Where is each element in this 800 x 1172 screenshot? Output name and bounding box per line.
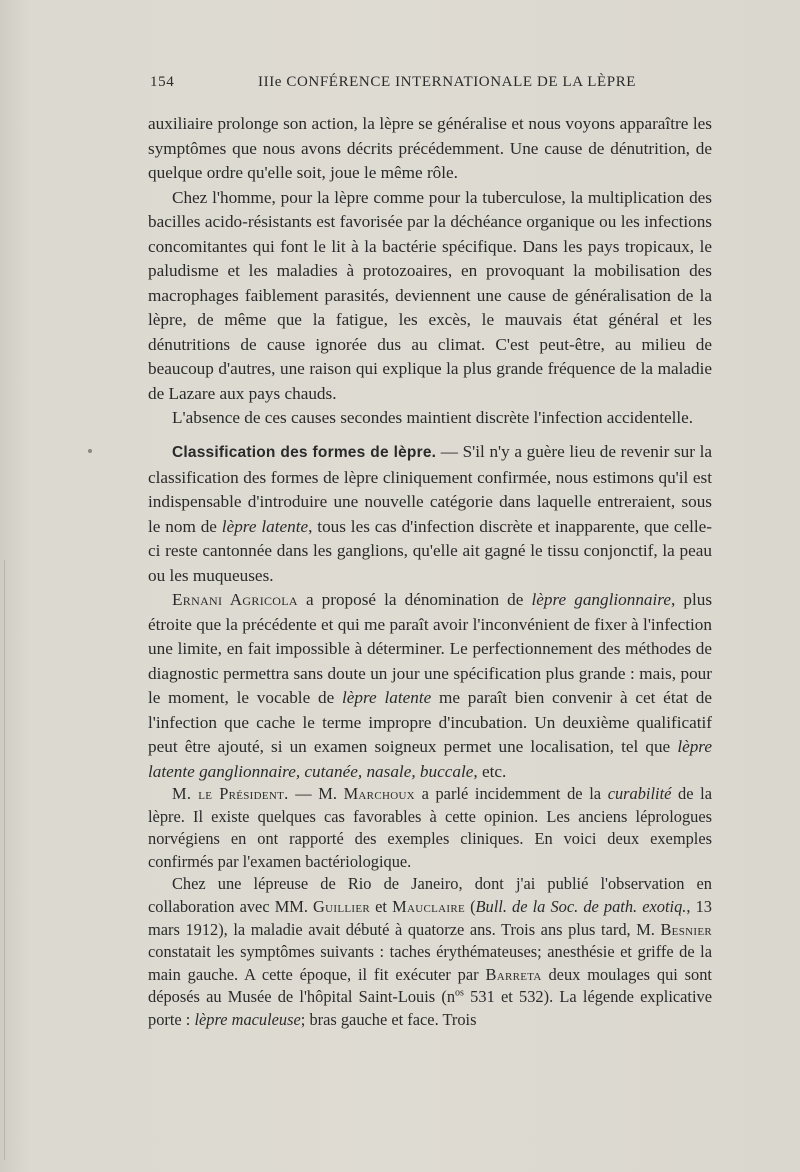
section-discussion (148, 783, 712, 1032)
paragraph: Chez l'homme, pour la lèpre comme pour la tuberculose, la multiplication des bacilles acido-résistants est favorisée par la déchéance organique ou les infections concomitantes qui font le lit à la bactérie spécifique. Dans les pays tropicaux, le paludisme et les maladies à protozoaires, en provoquant la mobilisation des macrophages faiblement parasités, deviennent une cause de généralisation de la lèpre, de même que la fatigue, les excès, le mauvais état général et les dénutritions de cause ignorée dus au climat. C'est peut-être, au milieu de beaucoup d'autres, une raison qui explique la plus grande fréquence de la maladie de Lazare aux pays chauds. (148, 187, 712, 403)
author-name: Ernani Agricola (172, 590, 298, 609)
author-name: Barreta (485, 964, 542, 984)
margin-speck (88, 449, 92, 453)
paragraph: Ernani Agricola a proposé la dénomination de lèpre ganglionnaire, plus étroite que la précédente et qui me paraît avoir l'inconvénient de fixer à l'infection une limite, en fait impossible à déterminer. Le perfectionnement des méthodes de diagnostic permettra sans doute un jour une spécification plus grande : mais, pour le moment, le vocable de lèpre latente me paraît bien convenir à cet état de l'infection que cache le terme impropre d'incubation. Un deuxième qualificatif peut être ajouté, si un examen soigneux permet une localisation, tel que lèpre latente ganglionnaire, cutanée, nasale, buccale, etc. (148, 590, 713, 781)
author-name: Besnier (660, 919, 712, 939)
section-heading: Classification des formes de lèpre. (172, 444, 437, 461)
author-name: Guillier (313, 896, 371, 916)
running-header (150, 74, 670, 96)
author-name: Marchoux (343, 784, 415, 803)
paragraph: Classification des formes de lèpre. — S'il n'y a guère lieu de revenir sur la classification des formes de lèpre cliniquement confirmée, nous estimons qu'il est indispensable d'introduire une nouvelle catégorie dans laquelle entreraient, sous le nom de lèpre latente, tous les cas d'infection discrète et inapparente, que celle-ci reste cantonnée dans les ganglions, qu'elle ait gagné le tissu conjonctif, la peau ou les muqueuses. (148, 442, 712, 585)
paragraph: M. le Président. — M. Marchoux a parlé incidemment de la curabilité de la lèpre. Il existe quelques cas favorables à cette opinion. Les anciens léprologues norvégiens en ont rapporté des exemples cliniques. En voici deux exemples confirmés par l'examen bactériologique. (148, 784, 713, 871)
section-classification (148, 440, 712, 784)
section-intro (148, 112, 712, 431)
speaker-name: M. le Président. (172, 784, 289, 803)
author-name: Mauclaire (392, 896, 465, 916)
page-edge-shadow (4, 560, 5, 1160)
page-number: 154 (150, 74, 175, 90)
paragraph: Chez une lépreuse de Rio de Janeiro, dont j'ai publié l'observation en collaboration avec MM. Guillier et Mauclaire (Bull. de la Soc. de path. exotiq., 13 mars 1912), la maladie avait débuté à quatorze ans. Trois ans plus tard, M. Besnier constatait les symptômes suivants : taches érythémateuses; anesthésie et griffe de la main gauche. A cette époque, il fit exécuter par Barreta deux moulages qui sont déposés au Musée de l'hôpital Saint-Louis ($n^{os}$ 531 et 532). La légende explicative porte : lèpre maculeuse; bras gauche et face. Trois (148, 874, 712, 1029)
running-title: IIIe CONFÉRENCE INTERNATIONALE DE LA LÈPRE (258, 74, 637, 90)
paragraph: L'absence de ces causes secondes maintient discrète l'infection accidentelle. (172, 408, 694, 427)
paragraph: auxiliaire prolonge son action, la lèpre se généralise et nous voyons apparaître les symptômes que nous avons décrits précédemment. Une cause de dénutrition, de quelque ordre qu'elle soit, joue le même rôle. (148, 114, 712, 182)
